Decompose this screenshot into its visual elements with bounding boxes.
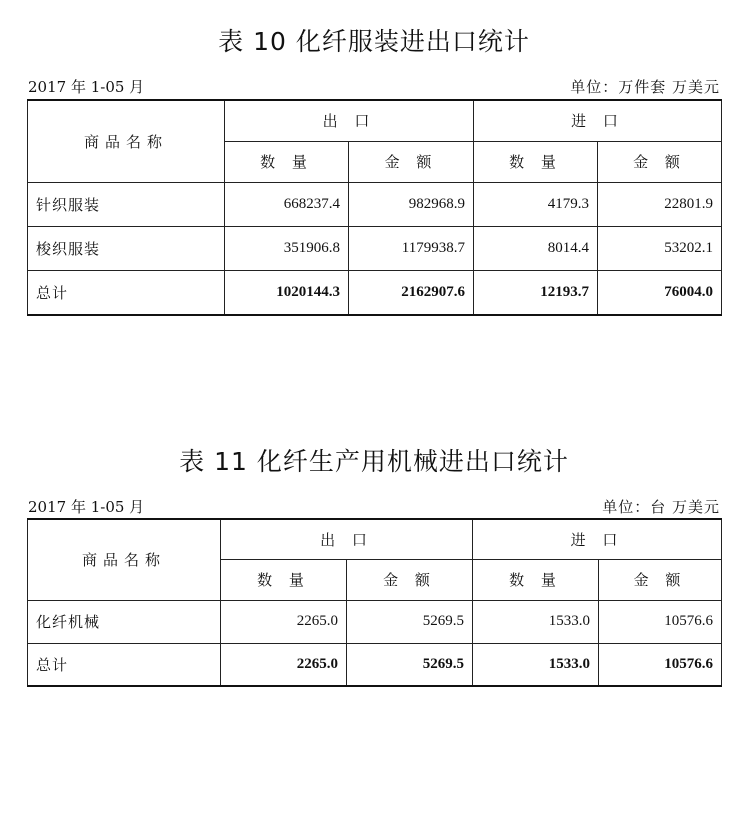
table10-export-amt-header: 金 额 [349, 141, 474, 182]
import-qty: 8014.4 [474, 226, 598, 270]
table-row [28, 600, 722, 643]
table10-import-qty-header: 数 量 [474, 141, 598, 182]
export-qty: 1020144.3 [225, 270, 349, 315]
export-amt: 2162907.6 [349, 270, 474, 315]
table11-unit: 单位：台 万美元 [602, 498, 720, 516]
export-qty: 668237.4 [225, 182, 349, 226]
table11-title: 表 11 化纤生产用机械进出口统计 [179, 447, 569, 476]
export-amt: 5269.5 [347, 643, 473, 686]
import-qty: 4179.3 [474, 182, 598, 226]
table10-name-col-header: 商品名称 [28, 100, 225, 182]
row-name: 针织服装 [28, 182, 225, 226]
table-row [28, 226, 722, 270]
table11-header-row-1 [28, 519, 722, 559]
table10-export-header: 出 口 [225, 100, 474, 141]
table11-export-header: 出 口 [221, 519, 473, 559]
table11-name-col-header: 商品名称 [28, 519, 221, 600]
export-amt: 5269.5 [347, 600, 473, 643]
import-amt: 53202.1 [598, 226, 722, 270]
table11-import-amt-header: 金 额 [599, 559, 722, 600]
export-qty: 2265.0 [221, 600, 347, 643]
table10-title: 表 10 化纤服装进出口统计 [218, 27, 530, 56]
table10-import-header: 进 口 [474, 100, 722, 141]
export-qty: 351906.8 [225, 226, 349, 270]
table11-import-header: 进 口 [473, 519, 722, 559]
table11-export-amt-header: 金 额 [347, 559, 473, 600]
import-amt: 10576.6 [599, 643, 722, 686]
table10-period: 2017 年 1-05 月 [28, 78, 145, 96]
row-name: 总计 [28, 643, 221, 686]
table10-import-amt-header: 金 额 [598, 141, 722, 182]
import-qty: 1533.0 [473, 600, 599, 643]
export-amt: 1179938.7 [349, 226, 474, 270]
import-qty: 12193.7 [474, 270, 598, 315]
table10-export-qty-header: 数 量 [225, 141, 349, 182]
table10-meta [28, 76, 720, 97]
table-row-total [28, 270, 722, 315]
row-name: 总计 [28, 270, 225, 315]
table-row-total [28, 643, 722, 686]
row-name: 化纤机械 [28, 600, 221, 643]
import-amt: 10576.6 [599, 600, 722, 643]
table11 [27, 518, 722, 687]
table11-import-qty-header: 数 量 [473, 559, 599, 600]
table10 [27, 99, 722, 316]
import-qty: 1533.0 [473, 643, 599, 686]
row-name: 梭织服装 [28, 226, 225, 270]
table10-unit: 单位：万件套 万美元 [570, 78, 720, 96]
import-amt: 22801.9 [598, 182, 722, 226]
table11-export-qty-header: 数 量 [221, 559, 347, 600]
table10-header-row-1 [28, 100, 722, 141]
table11-period: 2017 年 1-05 月 [28, 498, 145, 516]
import-amt: 76004.0 [598, 270, 722, 315]
table-row [28, 182, 722, 226]
export-amt: 982968.9 [349, 182, 474, 226]
table11-meta [28, 496, 720, 517]
export-qty: 2265.0 [221, 643, 347, 686]
